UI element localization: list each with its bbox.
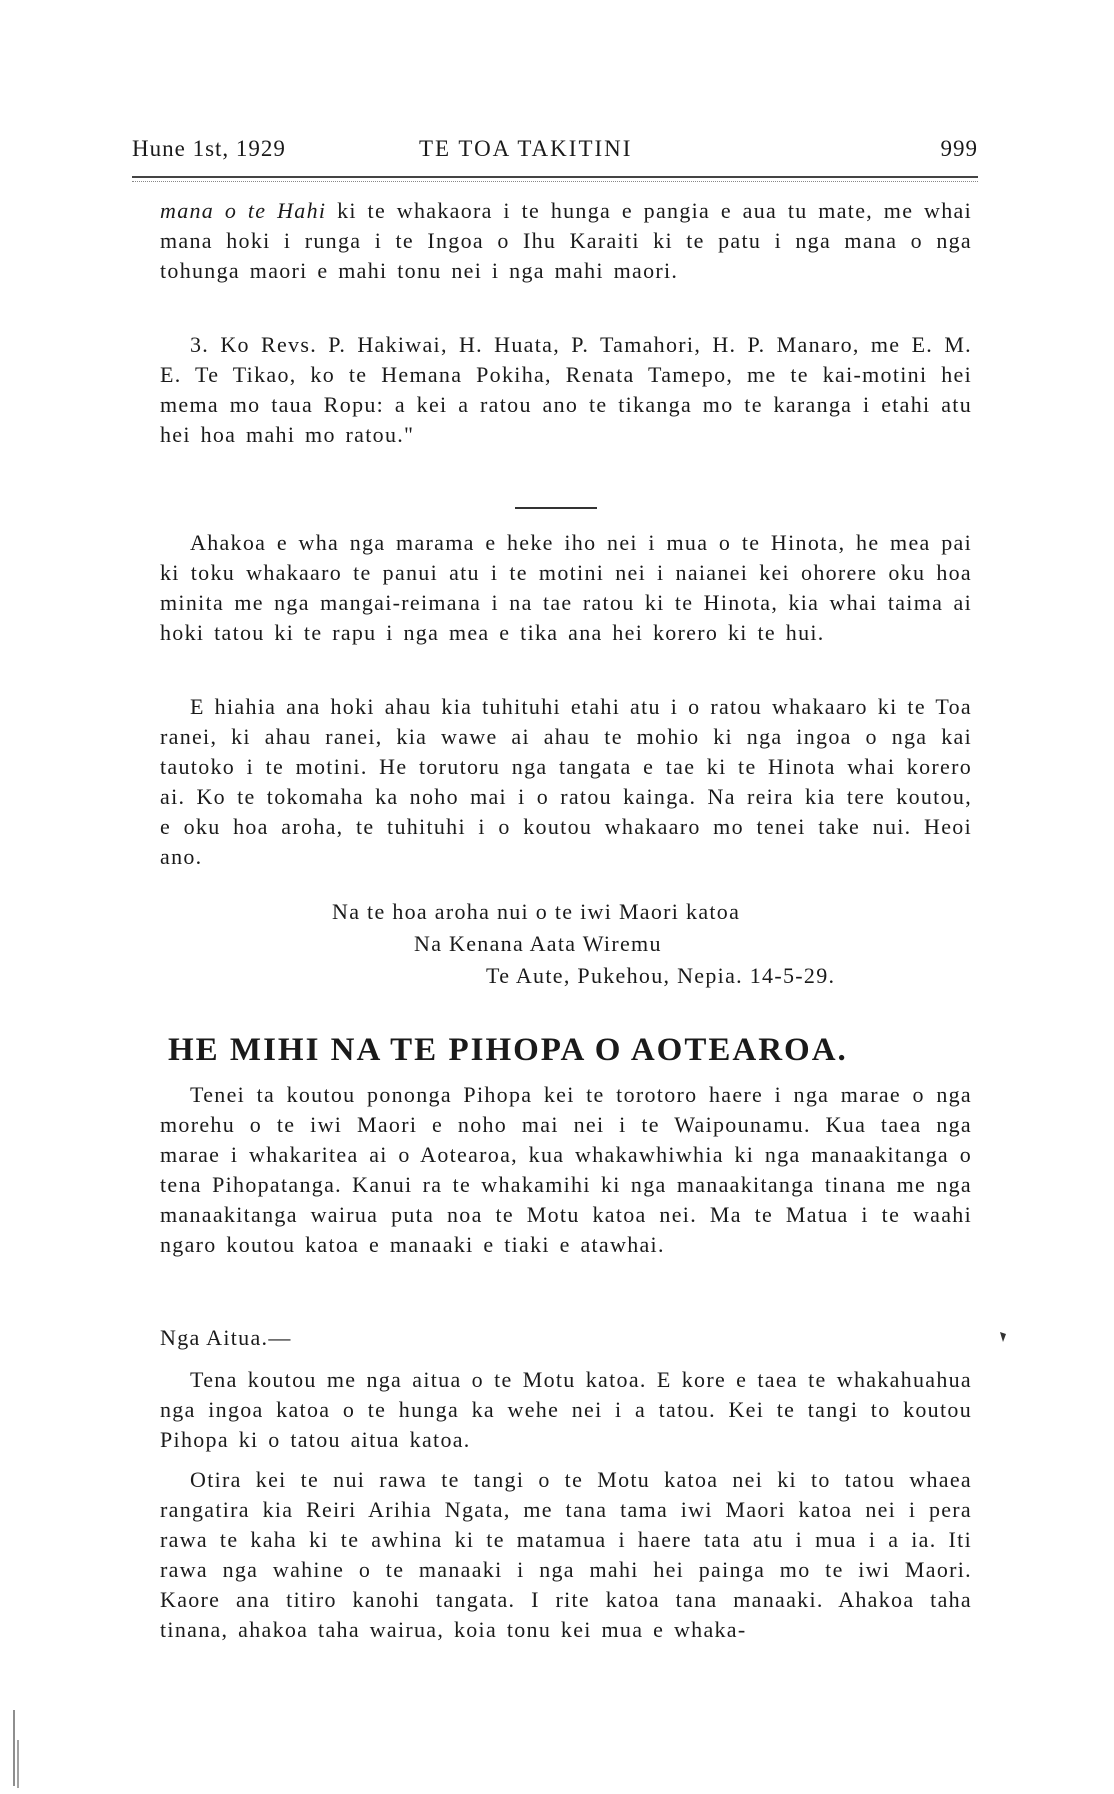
signature-place-date: Te Aute, Pukehou, Nepia. 14-5-29. — [486, 963, 836, 988]
page-number: 999 — [940, 136, 978, 161]
issue-date: Hune 1st, 1929 — [132, 136, 286, 161]
opening-paragraph-text: ki te whakaora i te hunga e pangia e aua tu mate, me whai mana hoki i runga i te Ingoa o Ihu Karaiti ki te patu i nga mana o nga tohunga maori e mahi tonu nei i nga mahi maori. — [160, 198, 973, 283]
article-paragraph-1: Tenei ta koutou pononga Pihopa kei te torotoro haere i nga marae o nga morehu o te iwi Maori e noho mai nei i te Waipounamu. Kua taea nga marae i whakaritea ai o Aotearoa, kua whakawhiwhia ki nga manaakitanga o tena Pihopatanga. Kanui ra te whakamihi ki nga manaakitanga tinana me nga manaakitanga wairua puta noa te Motu katoa nei. Ma te Matua i te waahi ngaro koutou katoa e manaaki e tiaki e atawhai. — [160, 1082, 972, 1257]
opening-italic-lead: mana o te Hahi — [160, 198, 327, 223]
resolution-3: 3. Ko Revs. P. Hakiwai, H. Huata, P. Tamahori, H. P. Manaro, me E. M. E. Te Tikao, ko te Hemana Pokiha, Renata Tamepo, me te kai-motini hei mema mo taua Ropu: a kei a ratou ano te tikanga mo te karanga i etahi atu hei hoa mahi mo ratou." — [160, 332, 972, 447]
opening-paragraph — [160, 196, 972, 286]
signature-name: Na Kenana Aata Wiremu — [414, 931, 662, 956]
article-subhead: Nga Aitua.— — [160, 1325, 292, 1350]
publication-title: TE TOA TAKITINI — [419, 136, 633, 161]
article-paragraph-2: Tena koutou me nga aitua o te Motu katoa. E kore e taea te whakahuahua nga ingoa katoa o te hunga ka wehe nei i a tatou. Kei te tangi to koutou Pihopa ki o tatou aitua katoa. — [160, 1367, 972, 1452]
letter-paragraph-1: Ahakoa e wha nga marama e heke iho nei i mua o te Hinota, he mea pai ki toku whakaaro te panui atu i te motini nei i naianei kei ohorere oku hoa minita me nga mangai-reimana i na tae ratou ki te Hinota, kia whai taima ai hoki tatou ki te rapu i nga mea e tika ana hei korero ki te hui. — [160, 530, 972, 645]
article-heading: HE MIHI NA TE PIHOPA O AOTEAROA. — [168, 1032, 848, 1068]
page-edge-marks — [10, 1700, 24, 1790]
section-divider — [515, 507, 597, 509]
running-head — [132, 136, 978, 166]
header-rule — [132, 176, 978, 178]
letter-paragraph-2: E hiahia ana hoki ahau kia tuhituhi etahi atu i o ratou whakaaro ki te Toa ranei, ki ahau ranei, kia wawe ai ahau te mohio ki nga ingoa o nga kai tautoko i te motini. He torutoru nga tangata e tae ki te Hinota whai korero ai. Ko te tokomaha ka noho mai i o ratou kainga. Na reira kia tere koutou, e oku hoa aroha, te tuhituhi i o koutou whakaaro mo tenei take nui. Heoi ano. — [160, 694, 972, 869]
signature-closing: Na te hoa aroha nui o te iwi Maori katoa — [332, 899, 741, 924]
header-rule-dotted — [132, 181, 978, 182]
print-speck — [998, 1330, 1008, 1344]
article-paragraph-3: Otira kei te nui rawa te tangi o te Motu katoa nei ki to tatou whaea rangatira kia Reiri Arihia Ngata, me tana tama iwi Maori katoa nei i pera rawa te kaha ki te awhina ki te matamua i haere tata atu i mua i a ia. Iti rawa nga wahine o te manaaki i nga mahi hei painga mo te iwi Maori. Kaore ana titiro kanohi tangata. I rite katoa tana manaaki. Ahakoa taha tinana, ahakoa taha wairua, koia tonu kei mua e whaka- — [160, 1467, 972, 1642]
